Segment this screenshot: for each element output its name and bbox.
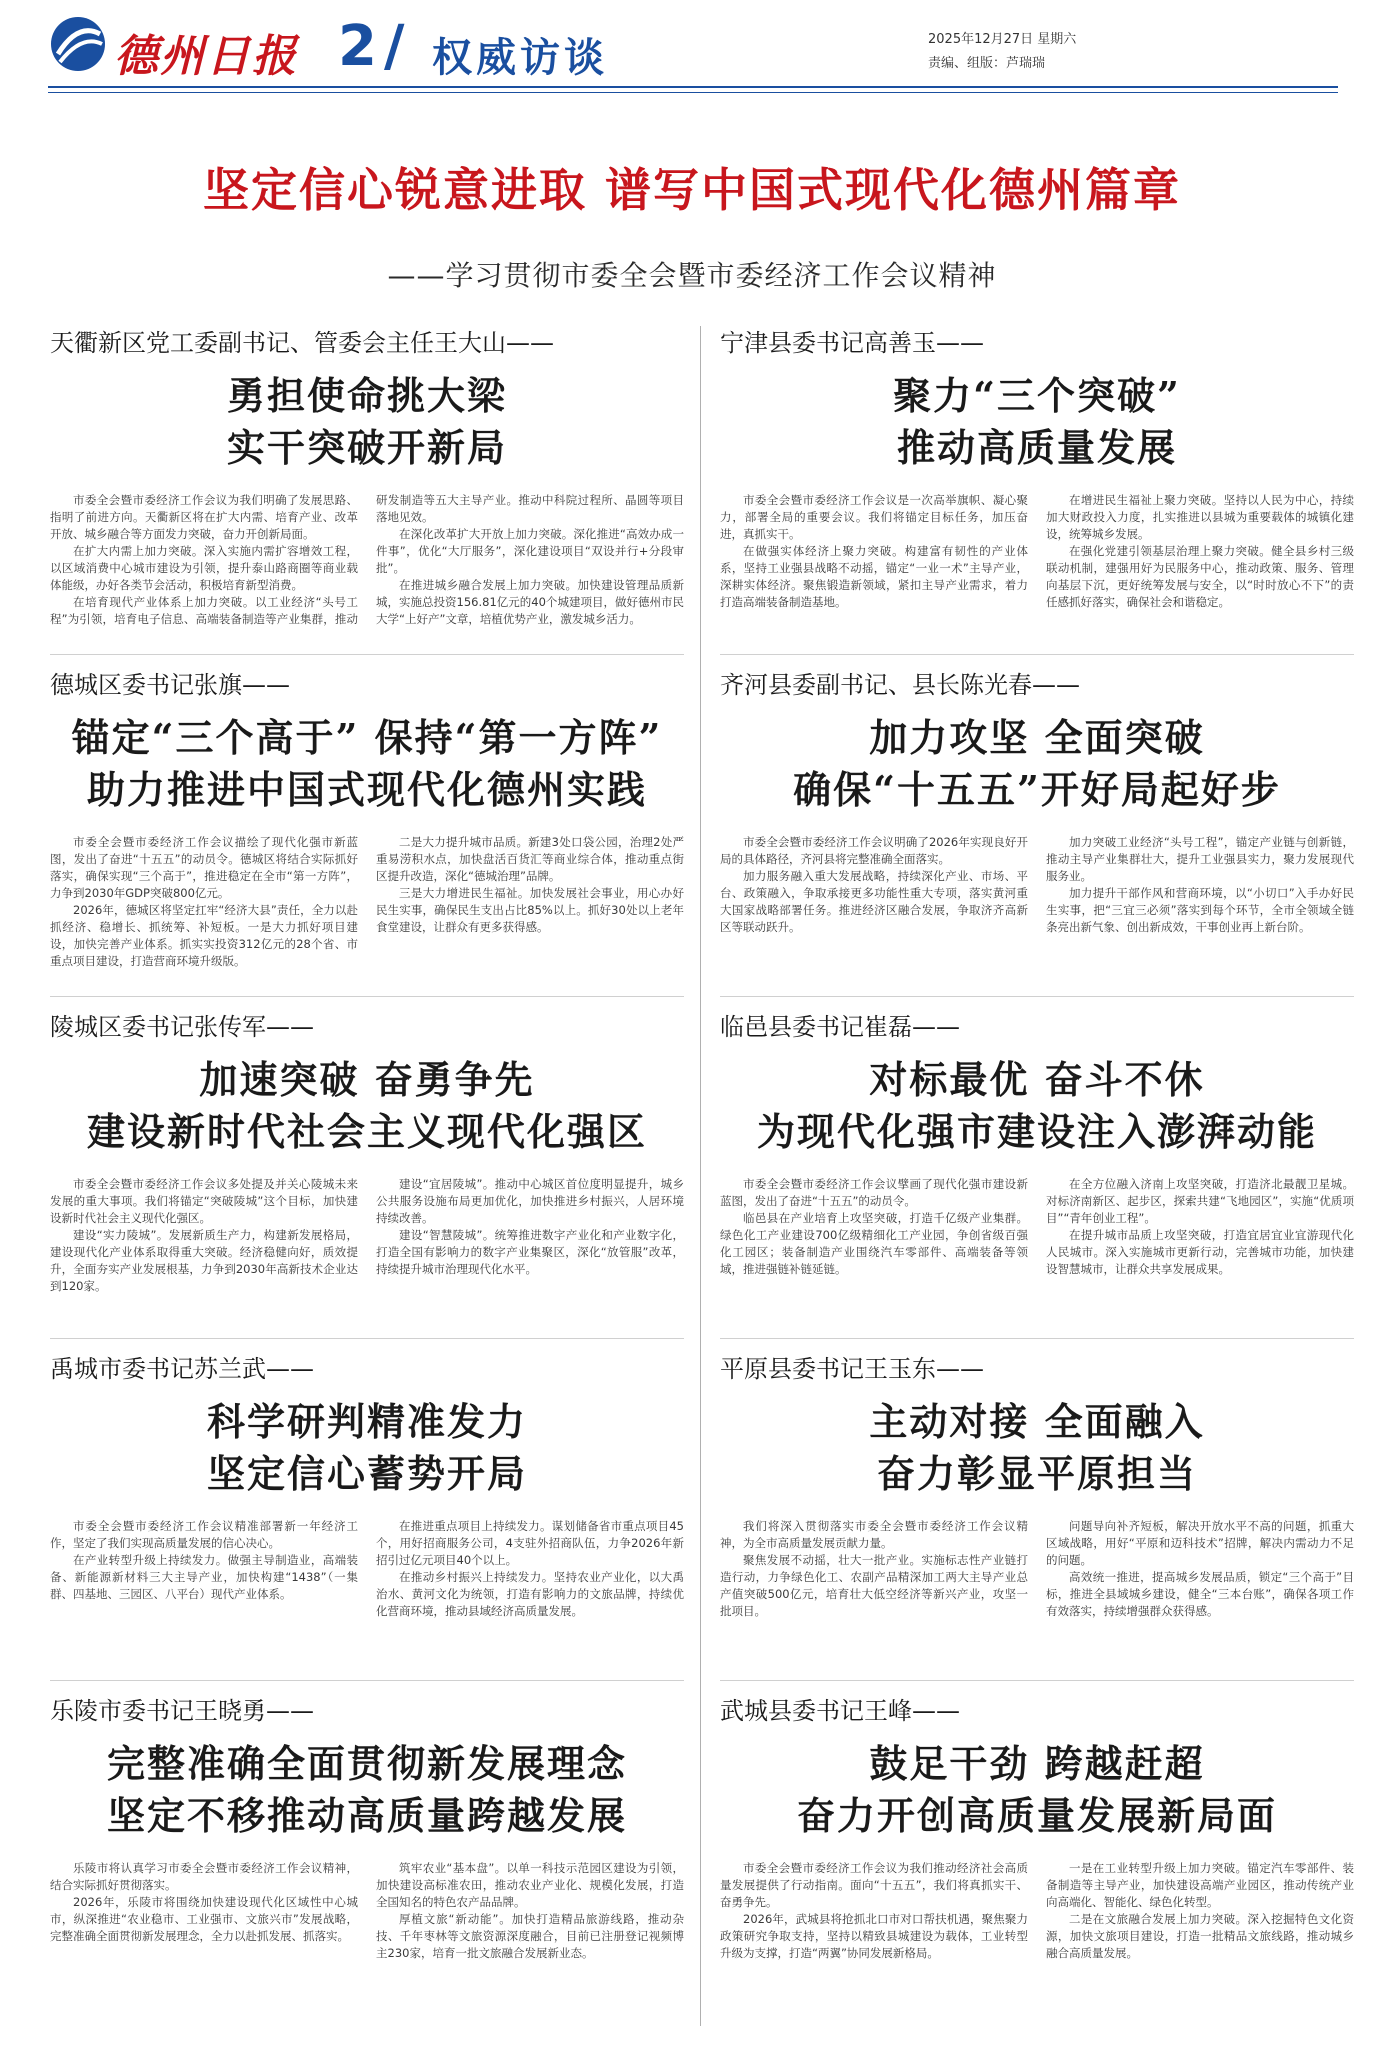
article-paragraph: 问题导向补齐短板，解决开放水平不高的问题，抓重大区域战略，用好“平原和迈科技术”招牌，解决内需动力不足的问题。	[1046, 1519, 1354, 1567]
article-paragraph: 临邑县在产业培育上攻坚突破，打造千亿级产业集群。绿色化工产业建设700亿级精细化工产业园，争创省级百强化工园区；装备制造产业围绕汽车零部件、高端装备等领域，推进强链补链延链。	[720, 1211, 1028, 1276]
article-title-line: 加速突破 奋勇争先	[199, 1057, 535, 1102]
article-paragraph: 建设“宜居陵城”。推动中心城区首位度明显提升，城乡公共服务设施布局更加优化，加快推进乡村振兴，人居环境持续改善。	[376, 1177, 684, 1225]
editor-credit: 责编、组版：芦瑞瑞	[928, 56, 1046, 71]
article-paragraph: 2026年，乐陵市将围绕加快建设现代化区域性中心城市，纵深推进“农业稳市、工业强市、文旅兴市”发展战略，完整准确全面贯彻新发展理念，全力以赴抓发展、抓落实。	[50, 1895, 358, 1943]
article-title	[50, 1738, 684, 1842]
article-separator	[720, 996, 1354, 997]
article-separator	[50, 1338, 684, 1339]
article-paragraph: 市委全会暨市委经济工作会议是一次高举旗帜、凝心聚力，部署全局的重要会议。我们将锚定目标任务，加压奋进，真抓实干。	[720, 493, 1028, 541]
page-headline: 坚定信心锐意进取 谱写中国式现代化德州篇章	[202, 163, 1181, 217]
article-7	[50, 1352, 684, 1688]
article-title	[720, 1396, 1354, 1500]
newspaper-logo-icon	[48, 14, 108, 74]
article-paragraph: 在强化党建引领基层治理上聚力突破。健全县乡村三级联动机制，建强用好为民服务中心，推动政策、服务、管理向基层下沉，更好统筹发展与安全，以“时时放心不下”的责任感抓好落实，确保社会和谐稳定。	[1046, 544, 1354, 609]
article-paragraph: 我们将深入贯彻落实市委全会暨市委经济工作会议精神，为全市高质量发展贡献力量。	[720, 1519, 1028, 1550]
masthead-rule-thin	[48, 92, 1338, 93]
article-paragraph: 在推进重点项目上持续发力。谋划储备省市重点项目45个，用好招商服务公司，4支驻外招商队伍，力争2026年新招引过亿元项目40个以上。	[376, 1519, 684, 1567]
article-1	[50, 326, 684, 662]
article-title-line: 坚定不移推动高质量跨越发展	[106, 1793, 627, 1838]
article-paragraph: 在推进城乡融合发展上加力突破。加快建设管理品质新城，实施总投资156.81亿元的40个城建项目，做好德州市民大学“上好产”文章，培植优势产业，激发城乡活力。	[376, 578, 684, 626]
article-speaker: 陵城区委书记张传军——	[50, 1013, 314, 1041]
article-paragraph: 市委全会暨市委经济工作会议描绘了现代化强市新蓝图，发出了奋进“十五五”的动员令。德城区将结合实际抓好落实，确保实现“三个高于”，推进稳定在全市“第一方阵”，力争到2030年GDP突破800亿元。	[50, 835, 358, 900]
article-title	[720, 712, 1354, 816]
article-title-line: 推动高质量发展	[896, 425, 1177, 470]
masthead-rule	[48, 86, 1338, 88]
article-body	[50, 1176, 684, 1346]
article-title	[720, 370, 1354, 474]
article-paragraph: 三是大力增进民生福祉。加快发展社会事业，用心办好民生实事，确保民生支出占比85%以上。抓好30处以上老年食堂建设，让群众有更多获得感。	[376, 886, 684, 934]
article-5	[50, 1010, 684, 1346]
article-paragraph: 市委全会暨市委经济工作会议精准部署新一年经济工作，坚定了我们实现高质量发展的信心决心。	[50, 1519, 358, 1550]
article-body	[50, 1860, 684, 2030]
article-title	[50, 370, 684, 474]
article-title	[720, 1738, 1354, 1842]
article-body	[720, 1176, 1354, 1346]
article-title	[50, 712, 684, 816]
article-paragraph: 在做强实体经济上聚力突破。构建富有韧性的产业体系，坚持工业强县战略不动摇，锚定“一业一术”主导产业，深耕实体经济。聚焦锻造新领域，紧扣主导产业需求，着力打造高端装备制造基地。	[720, 544, 1028, 609]
article-speaker: 武城县委书记王峰——	[720, 1697, 960, 1725]
article-paragraph: 厚植文旅“新动能”。加快打造精品旅游线路，推动杂技、千年枣林等文旅资源深度融合，目前已注册登记视频博主230家，培育一批文旅融合发展新业态。	[376, 1912, 684, 1960]
article-speaker: 临邑县委书记崔磊——	[720, 1013, 960, 1041]
article-body	[720, 834, 1354, 1004]
article-title-line: 主动对接 全面融入	[869, 1399, 1205, 1444]
article-speaker: 天衢新区党工委副书记、管委会主任王大山——	[50, 329, 554, 357]
paper-name: 德州日报	[114, 31, 298, 82]
article-8	[720, 1352, 1354, 1688]
article-title-line: 为现代化强市建设注入澎湃动能	[756, 1109, 1317, 1154]
column-divider	[700, 326, 701, 2026]
article-paragraph: 在增进民生福祉上聚力突破。坚持以人民为中心，持续加大财政投入力度，扎实推进以县城为重要载体的城镇化建设，统筹城乡发展。	[1046, 493, 1354, 541]
article-paragraph: 2026年，德城区将坚定扛牢“经济大县”责任，全力以赴抓经济、稳增长、抓统筹、补短板。一是大力抓好项目建设，加快完善产业体系。抓实实投资312亿元的28个省、市重点项目建设，打造营商环境升级版。	[50, 903, 358, 968]
article-title-line: 鼓足干劲 跨越赶超	[869, 1741, 1205, 1786]
article-title-line: 勇担使命挑大梁	[226, 373, 507, 418]
article-paragraph: 在提升城市品质上攻坚突破，打造宜居宜业宜游现代化人民城市。深入实施城市更新行动，完善城市功能，加快建设智慧城市，让群众共享发展成果。	[1046, 1228, 1354, 1276]
article-paragraph: 在扩大内需上加力突破。深入实施内需扩容增效工程，以区域消费中心城市建设为引领，提升泰山路商圈等商业载体能级，办好各类节会活动，积极培育新型消费。	[50, 544, 358, 592]
article-paragraph: 二是大力提升城市品质。新建3处口袋公园，治理2处严重易涝积水点，加快盘活百货汇等商业综合体，推动重点街区提升改造，深化“德城治理”品牌。	[376, 835, 684, 883]
page-number: 2	[338, 14, 377, 79]
section-name: 权威访谈	[432, 35, 608, 81]
article-paragraph: 加力服务融入重大发展战略，持续深化产业、市场、平台、政策融入，争取承接更多功能性重大专项，落实黄河重大国家战略部署任务。推进经济区融合发展，争取济齐高新区等联动跃升。	[720, 869, 1028, 934]
masthead	[48, 14, 1338, 80]
article-separator	[720, 654, 1354, 655]
article-title-line: 科学研判精准发力	[206, 1399, 527, 1444]
article-speaker: 禹城市委书记苏兰武——	[50, 1355, 314, 1383]
article-paragraph: 一是在工业转型升级上加力突破。锚定汽车零部件、装备制造等主导产业，加快建设高端产业园区，推动传统产业向高端化、智能化、绿色化转型。	[1046, 1861, 1354, 1909]
issue-date: 2025年12月27日 星期六	[928, 32, 1077, 47]
article-speaker: 德城区委书记张旗——	[50, 671, 290, 699]
article-title-line: 奋力开创高质量发展新局面	[796, 1793, 1277, 1838]
article-title-line: 完整准确全面贯彻新发展理念	[106, 1741, 627, 1786]
article-paragraph: 聚焦发展不动摇，壮大一批产业。实施标志性产业链打造行动，力争绿色化工、农副产品精深加工两大主导产业总产值突破500亿元，培育壮大低空经济等新兴产业，攻坚一批项目。	[720, 1553, 1028, 1618]
article-title-line: 助力推进中国式现代化德州实践	[86, 767, 647, 812]
article-paragraph: 加力提升干部作风和营商环境，以“小切口”入手办好民生实事，把“三宜三必须”落实到每个环节，全市全领域全链条亮出新气象、创出新成效，干事创业再上新台阶。	[1046, 886, 1354, 934]
article-paragraph: 2026年，武城县将抢抓北口市对口帮扶机遇，聚焦聚力政策研究争取支持，坚持以精致县城建设为载体，工业转型升级为支撑，打造“两翼”协同发展新格局。	[720, 1912, 1028, 1960]
article-body	[720, 1860, 1354, 2030]
article-paragraph: 在深化改革扩大开放上加力突破。深化推进“高效办成一件事”，优化“大厅服务”，深化建设项目“双设并行+分段审批”。	[376, 527, 684, 575]
article-title-line: 实干突破开新局	[226, 425, 507, 470]
article-2	[720, 326, 1354, 662]
article-body	[50, 834, 684, 1004]
article-speaker: 乐陵市委书记王晓勇——	[50, 1697, 314, 1725]
article-title	[50, 1054, 684, 1158]
article-title	[50, 1396, 684, 1500]
article-paragraph: 筑牢农业“基本盘”。以单一科技示范园区建设为引领，加快建设高标准农田，推动农业产业化、规模化发展，打造全国知名的特色农产品品牌。	[376, 1861, 684, 1909]
article-speaker: 宁津县委书记高善玉——	[720, 329, 984, 357]
article-title	[720, 1054, 1354, 1158]
article-title-line: 奋力彰显平原担当	[876, 1451, 1197, 1496]
article-separator	[720, 1338, 1354, 1339]
article-paragraph: 在推动乡村振兴上持续发力。坚持农业产业化，以大禹治水、黄河文化为统领，打造有影响力的文旅品牌，持续优化营商环境，推动县域经济高质量发展。	[376, 1570, 684, 1618]
article-paragraph: 二是在文旅融合发展上加力突破。深入挖掘特色文化资源，加快文旅项目建设，打造一批精品文旅线路，推动城乡融合高质量发展。	[1046, 1912, 1354, 1960]
article-paragraph: 市委全会暨市委经济工作会议多处提及并关心陵城未来发展的重大事项。我们将锚定“突破陵城”这个目标，加快建设新时代社会主义现代化强区。	[50, 1177, 358, 1225]
page-subhead: ——学习贯彻市委全会暨市委经济工作会议精神	[387, 259, 997, 292]
article-paragraph: 建设“智慧陵城”。统筹推进数字产业化和产业数字化，打造全国有影响力的数字产业集聚区，深化“放管服”改革，持续提升城市治理现代化水平。	[376, 1228, 684, 1276]
article-paragraph: 加力突破工业经济“头号工程”，锚定产业链与创新链，推动主导产业集群壮大，提升工业强县实力，聚力发展现代服务业。	[1046, 835, 1354, 883]
article-paragraph: 在全方位融入济南上攻坚突破，打造济北最靓卫星城。对标济南新区、起步区，探索共建“飞地园区”，实施“优质项目”“青年创业工程”。	[1046, 1177, 1354, 1225]
article-3	[50, 668, 684, 1004]
page-slash: /	[384, 14, 405, 79]
article-separator	[50, 654, 684, 655]
article-9	[50, 1694, 684, 2030]
article-speaker: 平原县委书记王玉东——	[720, 1355, 984, 1383]
article-title-line: 聚力“三个突破”	[893, 373, 1181, 418]
article-separator	[50, 1680, 684, 1681]
article-title-line: 锚定“三个高于” 保持“第一方阵”	[71, 715, 663, 760]
article-body	[720, 492, 1354, 662]
article-separator	[720, 1680, 1354, 1681]
article-title-line: 对标最优 奋斗不休	[869, 1057, 1205, 1102]
article-paragraph: 市委全会暨市委经济工作会议为我们明确了发展思路、指明了前进方向。天衢新区将在扩大内需、培育产业、改革开放、城乡融合等方面发力突破，奋力开创新局面。	[50, 493, 358, 541]
article-paragraph: 乐陵市将认真学习市委全会暨市委经济工作会议精神，结合实际抓好贯彻落实。	[50, 1861, 358, 1892]
article-title-line: 加力攻坚 全面突破	[869, 715, 1205, 760]
article-paragraph: 建设“实力陵城”。发展新质生产力，构建新发展格局，建设现代化产业体系取得重大突破。经济稳健向好，质效提升，全面夯实产业发展根基，力争到2030年高新技术企业达到120家。	[50, 1228, 358, 1293]
article-paragraph: 在培育现代产业体系上加力突破。以工业经济“头号工程”为引领，培育电子信息、高端装备制造等产业集群，推动研发制造等五大主导产业。推动中科院过程所、晶圆等项目落地见效。	[50, 493, 684, 626]
article-paragraph: 市委全会暨市委经济工作会议擘画了现代化强市建设新蓝图，发出了奋进“十五五”的动员令。	[720, 1177, 1028, 1208]
article-paragraph: 高效统一推进，提高城乡发展品质，锁定“三个高于”目标，推进全县域城乡建设，健全“三本台账”，确保各项工作有效落实，持续增强群众获得感。	[1046, 1570, 1354, 1618]
article-paragraph: 在产业转型升级上持续发力。做强主导制造业，高端装备、新能源新材料三大主导产业，加快构建“1438”（一集群、四基地、三园区、八平台）现代产业体系。	[50, 1553, 358, 1601]
article-body	[720, 1518, 1354, 1688]
article-6	[720, 1010, 1354, 1346]
article-body	[50, 1518, 684, 1688]
article-separator	[50, 996, 684, 997]
article-speaker: 齐河县委副书记、县长陈光春——	[720, 671, 1080, 699]
article-paragraph: 市委全会暨市委经济工作会议明确了2026年实现良好开局的具体路径，齐河县将完整准确全面落实。	[720, 835, 1028, 866]
article-paragraph: 市委全会暨市委经济工作会议为我们推动经济社会高质量发展提供了行动指南。面向“十五五”，我们将真抓实干、奋勇争先。	[720, 1861, 1028, 1909]
article-10	[720, 1694, 1354, 2030]
article-body	[50, 492, 684, 662]
article-title-line: 坚定信心蓄势开局	[206, 1451, 527, 1496]
article-title-line: 确保“十五五”开好局起好步	[793, 767, 1281, 812]
article-title-line: 建设新时代社会主义现代化强区	[86, 1109, 647, 1154]
article-4	[720, 668, 1354, 1004]
